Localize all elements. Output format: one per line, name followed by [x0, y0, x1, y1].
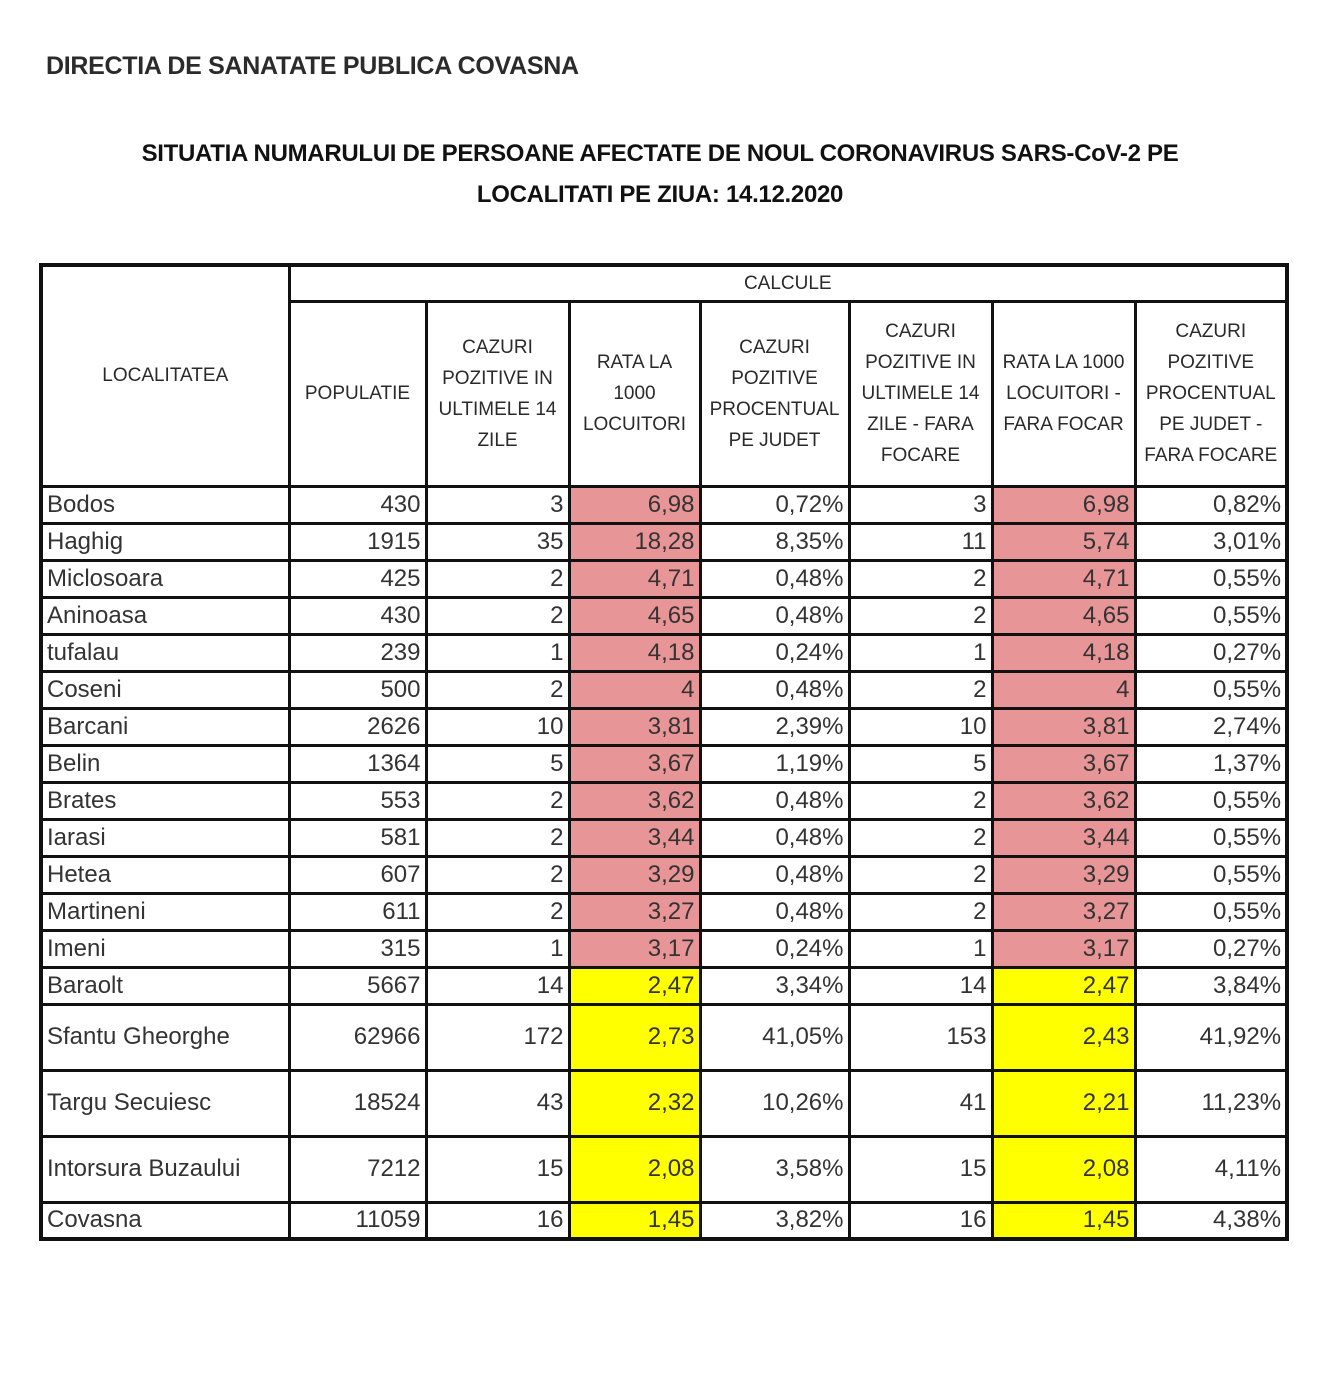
- cell-rata: 3,27: [569, 893, 700, 930]
- cell-procent: 0,24%: [700, 634, 849, 671]
- cell-populatie: 425: [289, 560, 426, 597]
- cell-procent: 0,48%: [700, 819, 849, 856]
- cell-rata-fara-focar: 5,74: [992, 523, 1135, 560]
- table-row: [41, 782, 1287, 819]
- cell-populatie: 1915: [289, 523, 426, 560]
- cell-procent-fara-focare: 2,74%: [1135, 708, 1287, 745]
- cell-cazuri-fara-focare: 2: [849, 560, 992, 597]
- cell-procent: 3,82%: [700, 1202, 849, 1239]
- column-header-rata-1000: RATA LA 1000 LOCUITORI: [569, 301, 700, 486]
- cell-localitate: Haghig: [41, 523, 289, 560]
- cell-localitate: Iarasi: [41, 819, 289, 856]
- cell-rata-fara-focar: 6,98: [992, 486, 1135, 523]
- cell-cazuri: 16: [426, 1202, 569, 1239]
- cell-localitate: Bodos: [41, 486, 289, 523]
- cell-localitate: Covasna: [41, 1202, 289, 1239]
- cell-cazuri-fara-focare: 2: [849, 893, 992, 930]
- report-title-line-2: LOCALITATI PE ZIUA: 14.12.2020: [476, 181, 844, 208]
- cell-populatie: 7212: [289, 1136, 426, 1202]
- column-header-procentual-fara-focare: CAZURI POZITIVE PROCENTUAL PE JUDET - FARA FOCARE: [1135, 301, 1287, 486]
- cell-rata-fara-focar: 2,21: [992, 1070, 1135, 1136]
- cell-rata-fara-focar: 3,44: [992, 819, 1135, 856]
- cell-procent-fara-focare: 0,55%: [1135, 671, 1287, 708]
- cell-populatie: 553: [289, 782, 426, 819]
- cell-cazuri-fara-focare: 1: [849, 930, 992, 967]
- cell-localitate: Sfantu Gheorghe: [41, 1004, 289, 1070]
- cell-procent-fara-focare: 11,23%: [1135, 1070, 1287, 1136]
- cell-cazuri: 2: [426, 671, 569, 708]
- column-header-populatie: POPULATIE: [289, 301, 426, 486]
- cell-cazuri-fara-focare: 10: [849, 708, 992, 745]
- cell-procent-fara-focare: 0,55%: [1135, 856, 1287, 893]
- cell-rata-fara-focar: 4,65: [992, 597, 1135, 634]
- cell-rata-fara-focar: 3,67: [992, 745, 1135, 782]
- cell-procent: 10,26%: [700, 1070, 849, 1136]
- cell-procent-fara-focare: 0,27%: [1135, 634, 1287, 671]
- cell-procent: 0,48%: [700, 560, 849, 597]
- cell-localitate: Targu Secuiesc: [41, 1070, 289, 1136]
- cell-procent: 41,05%: [700, 1004, 849, 1070]
- cell-cazuri: 1: [426, 930, 569, 967]
- cell-cazuri-fara-focare: 2: [849, 819, 992, 856]
- cell-cazuri: 2: [426, 597, 569, 634]
- cell-localitate: tufalau: [41, 634, 289, 671]
- column-header-cazuri-fara-focare: CAZURI POZITIVE IN ULTIMELE 14 ZILE - FARA FOCARE: [849, 301, 992, 486]
- cell-cazuri-fara-focare: 3: [849, 486, 992, 523]
- cell-procent-fara-focare: 3,01%: [1135, 523, 1287, 560]
- cell-cazuri-fara-focare: 14: [849, 967, 992, 1004]
- cell-cazuri: 5: [426, 745, 569, 782]
- cell-rata-fara-focar: 2,08: [992, 1136, 1135, 1202]
- table-row: [41, 486, 1287, 523]
- cell-rata: 2,32: [569, 1070, 700, 1136]
- cell-cazuri: 14: [426, 967, 569, 1004]
- table-row: [41, 745, 1287, 782]
- cell-procent: 0,48%: [700, 671, 849, 708]
- cell-rata-fara-focar: 4,18: [992, 634, 1135, 671]
- table-row: [41, 597, 1287, 634]
- cell-cazuri: 2: [426, 856, 569, 893]
- cell-rata: 18,28: [569, 523, 700, 560]
- cell-rata: 3,29: [569, 856, 700, 893]
- cell-cazuri: 2: [426, 782, 569, 819]
- table-row: [41, 1136, 1287, 1202]
- cell-localitate: Barcani: [41, 708, 289, 745]
- table-row: [41, 856, 1287, 893]
- table-row: [41, 1070, 1287, 1136]
- cell-localitate: Imeni: [41, 930, 289, 967]
- cell-populatie: 430: [289, 486, 426, 523]
- cell-cazuri: 2: [426, 560, 569, 597]
- cell-procent-fara-focare: 3,84%: [1135, 967, 1287, 1004]
- cell-procent-fara-focare: 1,37%: [1135, 745, 1287, 782]
- table-row: [41, 893, 1287, 930]
- cell-procent-fara-focare: 0,55%: [1135, 893, 1287, 930]
- cell-cazuri-fara-focare: 11: [849, 523, 992, 560]
- cell-cazuri-fara-focare: 1: [849, 634, 992, 671]
- cell-populatie: 430: [289, 597, 426, 634]
- cases-table: [39, 263, 1289, 1241]
- cell-procent: 0,24%: [700, 930, 849, 967]
- table-row: [41, 819, 1287, 856]
- cell-rata: 1,45: [569, 1202, 700, 1239]
- cell-rata: 3,81: [569, 708, 700, 745]
- cell-procent: 0,48%: [700, 893, 849, 930]
- table-row: [41, 671, 1287, 708]
- table-row: [41, 634, 1287, 671]
- cell-rata-fara-focar: 3,29: [992, 856, 1135, 893]
- cell-rata: 4,65: [569, 597, 700, 634]
- cell-rata-fara-focar: 4: [992, 671, 1135, 708]
- cell-populatie: 315: [289, 930, 426, 967]
- cell-rata-fara-focar: 2,43: [992, 1004, 1135, 1070]
- column-header-localitatea: LOCALITATEA: [41, 265, 289, 486]
- table-row: [41, 967, 1287, 1004]
- cell-procent-fara-focare: 41,92%: [1135, 1004, 1287, 1070]
- cell-procent-fara-focare: 0,27%: [1135, 930, 1287, 967]
- cell-procent: 0,48%: [700, 597, 849, 634]
- cell-populatie: 11059: [289, 1202, 426, 1239]
- cell-procent: 3,34%: [700, 967, 849, 1004]
- cell-cazuri-fara-focare: 16: [849, 1202, 992, 1239]
- cell-localitate: Miclosoara: [41, 560, 289, 597]
- column-header-cazuri-14-zile: CAZURI POZITIVE IN ULTIMELE 14 ZILE: [426, 301, 569, 486]
- cell-cazuri-fara-focare: 2: [849, 856, 992, 893]
- cell-rata: 2,08: [569, 1136, 700, 1202]
- cell-localitate: Brates: [41, 782, 289, 819]
- cell-populatie: 18524: [289, 1070, 426, 1136]
- table-row: [41, 708, 1287, 745]
- cell-localitate: Belin: [41, 745, 289, 782]
- cell-procent: 2,39%: [700, 708, 849, 745]
- cell-cazuri-fara-focare: 41: [849, 1070, 992, 1136]
- report-title-line-1: SITUATIA NUMARULUI DE PERSOANE AFECTATE DE NOUL CORONAVIRUS SARS-CoV-2 PE: [141, 140, 1179, 167]
- organization-name: DIRECTIA DE SANATATE PUBLICA COVASNA: [46, 52, 579, 80]
- cell-rata: 3,44: [569, 819, 700, 856]
- cell-cazuri: 15: [426, 1136, 569, 1202]
- cell-localitate: Hetea: [41, 856, 289, 893]
- cell-localitate: Intorsura Buzaului: [41, 1136, 289, 1202]
- cell-cazuri: 10: [426, 708, 569, 745]
- cell-procent: 0,48%: [700, 782, 849, 819]
- cell-procent-fara-focare: 4,38%: [1135, 1202, 1287, 1239]
- cell-cazuri-fara-focare: 5: [849, 745, 992, 782]
- table-row: [41, 1004, 1287, 1070]
- cell-rata: 4: [569, 671, 700, 708]
- cell-cazuri-fara-focare: 2: [849, 671, 992, 708]
- cell-procent: 3,58%: [700, 1136, 849, 1202]
- cell-cazuri: 3: [426, 486, 569, 523]
- cell-populatie: 5667: [289, 967, 426, 1004]
- cell-rata-fara-focar: 4,71: [992, 560, 1135, 597]
- group-header-calcule: CALCULE: [289, 265, 1287, 301]
- cell-populatie: 581: [289, 819, 426, 856]
- cell-cazuri: 1: [426, 634, 569, 671]
- cell-localitate: Aninoasa: [41, 597, 289, 634]
- cell-rata: 4,71: [569, 560, 700, 597]
- cell-cazuri-fara-focare: 2: [849, 597, 992, 634]
- cell-procent: 0,48%: [700, 856, 849, 893]
- cell-populatie: 239: [289, 634, 426, 671]
- cell-cazuri-fara-focare: 15: [849, 1136, 992, 1202]
- cell-rata: 3,62: [569, 782, 700, 819]
- cell-rata: 6,98: [569, 486, 700, 523]
- cell-procent: 8,35%: [700, 523, 849, 560]
- cell-rata: 4,18: [569, 634, 700, 671]
- cell-populatie: 2626: [289, 708, 426, 745]
- cell-cazuri: 2: [426, 819, 569, 856]
- cell-rata: 3,17: [569, 930, 700, 967]
- cell-localitate: Martineni: [41, 893, 289, 930]
- cell-cazuri: 2: [426, 893, 569, 930]
- cell-cazuri: 172: [426, 1004, 569, 1070]
- cell-procent-fara-focare: 4,11%: [1135, 1136, 1287, 1202]
- cell-rata: 2,47: [569, 967, 700, 1004]
- cell-rata-fara-focar: 1,45: [992, 1202, 1135, 1239]
- cell-populatie: 500: [289, 671, 426, 708]
- cell-localitate: Coseni: [41, 671, 289, 708]
- cell-procent: 0,72%: [700, 486, 849, 523]
- cell-procent-fara-focare: 0,55%: [1135, 819, 1287, 856]
- table-row: [41, 560, 1287, 597]
- cell-rata-fara-focar: 3,62: [992, 782, 1135, 819]
- cell-localitate: Baraolt: [41, 967, 289, 1004]
- table-body: [41, 486, 1287, 1239]
- cell-rata-fara-focar: 3,27: [992, 893, 1135, 930]
- table-row: [41, 930, 1287, 967]
- cell-cazuri: 35: [426, 523, 569, 560]
- cell-populatie: 611: [289, 893, 426, 930]
- cell-procent-fara-focare: 0,82%: [1135, 486, 1287, 523]
- cell-cazuri-fara-focare: 153: [849, 1004, 992, 1070]
- cell-populatie: 62966: [289, 1004, 426, 1070]
- cell-procent-fara-focare: 0,55%: [1135, 782, 1287, 819]
- cell-populatie: 1364: [289, 745, 426, 782]
- cell-rata-fara-focar: 3,17: [992, 930, 1135, 967]
- cell-rata-fara-focar: 3,81: [992, 708, 1135, 745]
- cell-rata: 3,67: [569, 745, 700, 782]
- cell-rata: 2,73: [569, 1004, 700, 1070]
- cell-procent: 1,19%: [700, 745, 849, 782]
- column-header-procentual-judet: CAZURI POZITIVE PROCENTUAL PE JUDET: [700, 301, 849, 486]
- table-row: [41, 1202, 1287, 1239]
- table-row: [41, 523, 1287, 560]
- cell-populatie: 607: [289, 856, 426, 893]
- cell-rata-fara-focar: 2,47: [992, 967, 1135, 1004]
- column-header-rata-fara-focar: RATA LA 1000 LOCUITORI - FARA FOCAR: [992, 301, 1135, 486]
- cell-cazuri: 43: [426, 1070, 569, 1136]
- cell-procent-fara-focare: 0,55%: [1135, 560, 1287, 597]
- cell-cazuri-fara-focare: 2: [849, 782, 992, 819]
- cell-procent-fara-focare: 0,55%: [1135, 597, 1287, 634]
